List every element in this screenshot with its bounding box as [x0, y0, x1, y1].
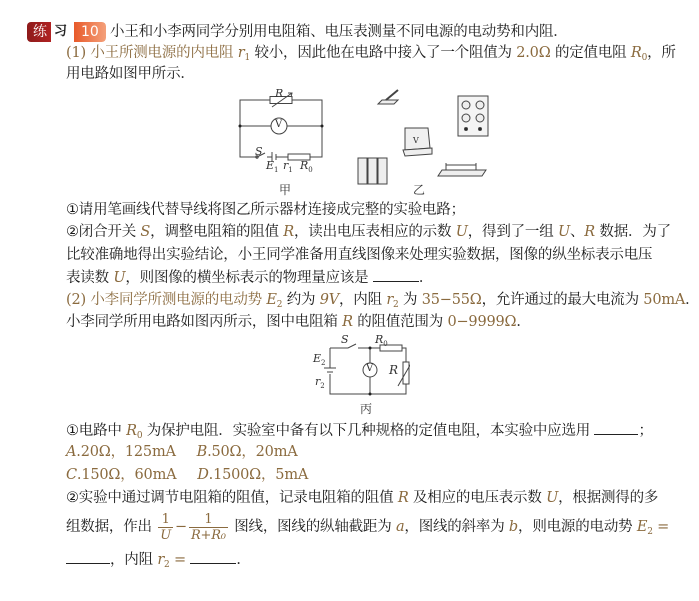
q1-item2-line3: 表读数 U，则图像的横坐标表示的物理量应该是 ．	[66, 267, 433, 288]
switch-icon	[378, 100, 398, 104]
option-a-text: .20Ω，125mA	[76, 444, 176, 460]
option-a-letter: A	[66, 444, 77, 460]
part1-text-b: 较小，因此他在电路中接入了一个阻值为	[250, 45, 517, 61]
option-b-text: .50Ω，20mA	[207, 444, 298, 460]
var-E2: $E_2$	[266, 292, 283, 310]
exercise-badge	[27, 22, 106, 42]
q2-item1: ①电路中 $R_0$ 为保护电阻．实验室中备有以下几种规格的定值电阻，本实验中应选用 ；	[66, 420, 653, 446]
option-b-letter: B	[196, 444, 208, 460]
label-V: V	[275, 119, 283, 130]
apparatus-yi-drawing	[350, 88, 490, 188]
q2-item2-line2: 组数据，作出 $\frac{1}{U}$ − $\frac{1}{\text{R+R₀}}$ 图线，图线的纵轴截距为 a，图线的斜率为 b，则电源的电动势 $E_2$ =	[66, 511, 670, 543]
box-range: 0−9999Ω	[447, 314, 517, 330]
label-S: S	[255, 145, 263, 158]
part2-line1: (2) 小李同学所测电源的电动势 $E_2$ 约为 9V，内阻 $r_2$ 为 35−55Ω，允许通过的最大电流为 50mA．	[66, 292, 699, 310]
fraction-1-over-U: $\frac{1}{U}$	[160, 511, 171, 543]
part1-text-a: (1) 小王所测电源的内电阻	[66, 45, 238, 61]
part1-text-c: 的定值电阻	[550, 45, 631, 61]
options-row-2	[66, 465, 308, 485]
part2-line2: 小李同学所用电路如图丙所示，图中电阻箱 R 的阻值范围为 0−9999Ω．	[66, 314, 531, 330]
q1-item2-line2: 比较准确地得出实验结论，小王同学准备用直线图像来处理实验数据，图像的纵坐标表示电压	[66, 247, 653, 263]
option-d-text: .1500Ω，5mA	[208, 467, 309, 483]
imax-value: 50mA	[643, 292, 686, 308]
var-r2-2: $r_2$	[157, 552, 170, 570]
fixed-resistor-icon	[438, 170, 486, 176]
fraction-1-over-R-plus-R0: $\frac{1}{\text{R+R₀}}$	[190, 511, 226, 543]
var-R0-2: $R_0$	[126, 423, 143, 441]
var-R: R	[283, 224, 294, 240]
answer-blank-3[interactable]	[66, 549, 110, 564]
answer-blank-4[interactable]	[190, 549, 236, 564]
caption-jia: 甲	[279, 183, 292, 197]
answer-blank-1[interactable]	[373, 267, 419, 282]
part1-text-d: ，所	[647, 45, 676, 61]
var-b: b	[508, 519, 519, 535]
bing-label-S: S	[341, 333, 349, 346]
label-r1: $r_1$	[283, 159, 293, 174]
r2-range: 35−55Ω	[421, 292, 482, 308]
badge-label-2: 习	[51, 24, 70, 40]
var-S: S	[140, 224, 151, 240]
question-title: 小王和小李两同学分别用电阻箱、电压表测量不同电源的电动势和内阻．	[110, 24, 568, 40]
var-R0: $R_0$	[630, 45, 648, 63]
bing-label-V: V	[366, 363, 374, 374]
bing-label-R: R	[389, 363, 399, 377]
label-E1: $E_1$	[266, 159, 279, 174]
emf-value: 9V	[319, 292, 339, 308]
bing-label-r2: $r_2$	[315, 375, 325, 390]
var-E2-2: $E_2$	[636, 519, 653, 537]
answer-blank-2[interactable]	[594, 420, 638, 435]
q2-item2-line3: ，内阻 $r_2$ = ．	[66, 549, 251, 575]
r0-value: 2.0Ω	[516, 45, 551, 61]
option-c-text: .150Ω，60mA	[76, 467, 177, 483]
label-R0: $R_0$	[300, 159, 313, 174]
q1-item2-line1: ②闭合开关 S，调整电阻箱的阻值 R，读出电压表相应的示数 U，得到了一组 U、R 数据．为了	[66, 224, 671, 240]
q2-item2-line1: ②实验中通过调节电阻箱的阻值，记录电阻箱的阻值 R 及相应的电压表示数 U，根据测得的多	[66, 490, 659, 506]
caption-yi: 乙	[413, 183, 426, 197]
badge-number: 10	[74, 22, 106, 42]
var-a: a	[395, 519, 405, 535]
q1-item1: ①请用笔画线代替导线将图乙所示器材连接成完整的实验电路；	[66, 202, 465, 218]
option-c-letter: C	[66, 467, 77, 483]
bing-label-E2: $E_2$	[313, 352, 326, 367]
option-d-letter: D	[197, 467, 209, 483]
badge-label-1: 练	[27, 22, 51, 42]
caption-bing: 丙	[360, 402, 373, 416]
voltmeter-label: V	[413, 136, 419, 145]
var-r2: $r_2$	[386, 292, 399, 310]
part1-line2: 用电路如图甲所示．	[66, 66, 195, 82]
label-R: R	[275, 87, 284, 100]
bing-label-R0: $R_0$	[375, 333, 388, 348]
var-r1: $r_1$	[237, 45, 251, 63]
battery-icon	[358, 158, 367, 184]
var-U: U	[455, 224, 468, 240]
options-row-1	[66, 442, 298, 462]
